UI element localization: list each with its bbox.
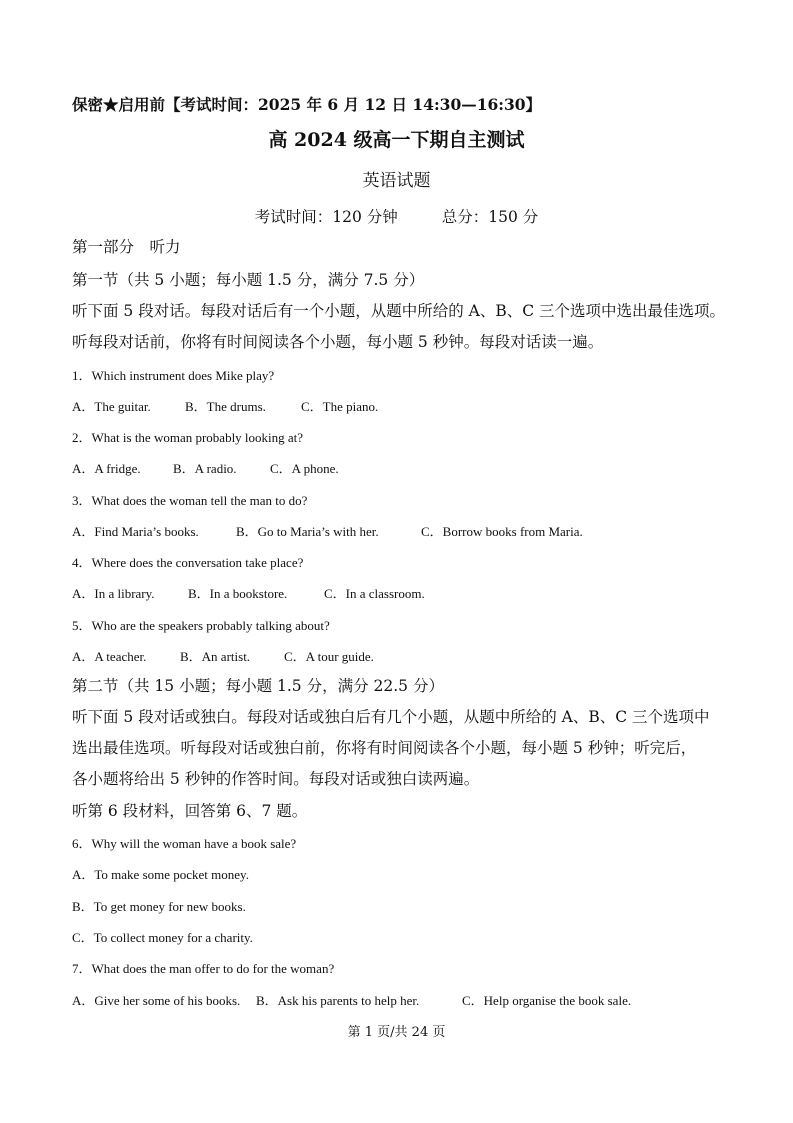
page-number: 第 1 页/共 24 页 <box>347 1025 446 1040</box>
section1-instruction-1: 听下面 5 段对话。每段对话后有一个小题，从题中所给的 A、B、C 三个选项中选出最佳选项。 <box>72 302 726 320</box>
exam-score: 总分：150 分 <box>441 208 539 226</box>
q7-option-a[interactable]: A．Give her some of his books. <box>72 993 241 1008</box>
section2-instruction-3: 各小题将给出 5 秒钟的作答时间。每段对话或独白读两遍。 <box>72 770 480 788</box>
exam-title: 高 2024 级高一下期自主测试 <box>268 129 525 151</box>
q5-option-c[interactable]: C．A tour guide. <box>284 649 374 664</box>
exam-meta <box>0 210 793 226</box>
question-7-options <box>72 994 631 1007</box>
question-3-stem: 3．What does the woman tell the man to do? <box>72 493 308 508</box>
q5-option-a[interactable]: A．A teacher. <box>72 649 147 664</box>
section2-title: 第二节（共 15 小题；每小题 1.5 分，满分 22.5 分） <box>72 677 444 695</box>
q7-option-c[interactable]: C．Help organise the book sale. <box>462 993 632 1008</box>
part1-title: 第一部分 听力 <box>72 238 181 256</box>
q2-option-c[interactable]: C．A phone. <box>270 461 339 476</box>
q5-option-b[interactable]: B．An artist. <box>180 649 251 664</box>
q4-option-b[interactable]: B．In a bookstore. <box>188 586 288 601</box>
question-1-stem: 1．Which instrument does Mike play? <box>72 368 275 383</box>
question-4-stem: 4．Where does the conversation take place? <box>72 555 304 570</box>
exam-time: 考试时间：120 分钟 <box>254 208 398 226</box>
exam-subject: 英语试题 <box>362 171 431 191</box>
confidential-line: 保密★启用前【考试时间：2025 年 6 月 12 日 14:30—16:30】 <box>72 95 542 114</box>
q2-option-b[interactable]: B．A radio. <box>173 461 237 476</box>
question-1-options <box>72 400 378 413</box>
q4-option-a[interactable]: A．In a library. <box>72 586 155 601</box>
question-5-options <box>72 650 374 663</box>
question-2-options <box>72 462 339 475</box>
question-6-stem: 6．Why will the woman have a book sale? <box>72 836 297 851</box>
section2-instruction-1: 听下面 5 段对话或独白。每段对话或独白后有几个小题，从题中所给的 A、B、C 三个选项中 <box>72 708 710 726</box>
section2-instruction-2: 选出最佳选项。听每段对话或独白前，你将有时间阅读各个小题，每小题 5 秒钟；听完后， <box>72 739 697 757</box>
section1-instruction-2: 听每段对话前，你将有时间阅读各个小题，每小题 5 秒钟。每段对话读一遍。 <box>72 333 604 351</box>
q6-option-b[interactable]: B．To get money for new books. <box>72 899 246 914</box>
question-7-stem: 7．What does the man offer to do for the woman? <box>72 961 335 976</box>
q3-option-c[interactable]: C．Borrow books from Maria. <box>421 524 583 539</box>
q3-option-b[interactable]: B．Go to Maria’s with her. <box>236 524 379 539</box>
q1-option-b[interactable]: B．The drums. <box>185 399 266 414</box>
question-2-stem: 2．What is the woman probably looking at? <box>72 430 304 445</box>
question-3-options <box>72 525 583 538</box>
q2-option-a[interactable]: A．A fridge. <box>72 461 141 476</box>
q1-option-c[interactable]: C．The piano. <box>301 399 379 414</box>
q3-option-a[interactable]: A．Find Maria’s books. <box>72 524 199 539</box>
material-note: 听第 6 段材料，回答第 6、7 题。 <box>72 802 308 820</box>
q7-option-b[interactable]: B．Ask his parents to help her. <box>256 993 420 1008</box>
q6-option-a[interactable]: A．To make some pocket money. <box>72 867 249 882</box>
q1-option-a[interactable]: A．The guitar. <box>72 399 151 414</box>
section1-title: 第一节（共 5 小题；每小题 1.5 分，满分 7.5 分） <box>72 271 425 289</box>
q4-option-c[interactable]: C．In a classroom. <box>324 586 425 601</box>
question-5-stem: 5．Who are the speakers probably talking about? <box>72 618 330 633</box>
question-4-options <box>72 587 425 600</box>
q6-option-c[interactable]: C．To collect money for a charity. <box>72 930 253 945</box>
